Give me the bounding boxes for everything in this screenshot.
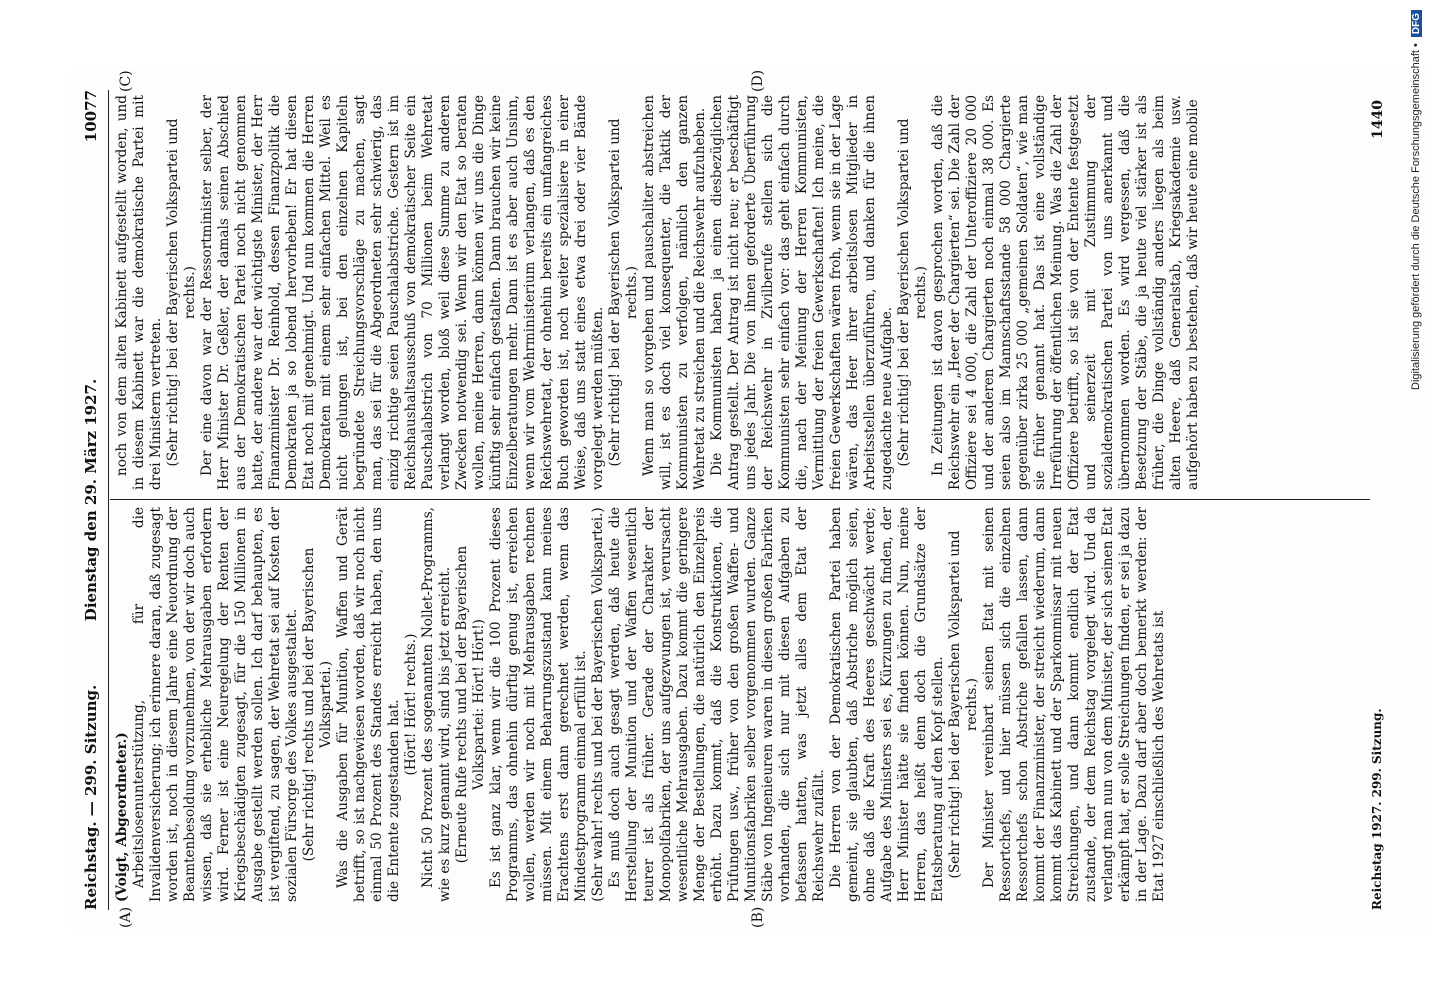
- paragraph: In Zeitungen ist davon gesprochen worden, daß die Reichswehr ein „Heer der Chargierten“ sei. Die Zahl der Offiziere sei 4 000, die Zahl der Unteroffiziere 20 000 und der anderen Chargierten noch einmal 38 000. Es seien also im Mannschaftsstande 58 000 Chargierte gegenüber zirka 25 000 „gemeinen Soldaten“, wie man sie früher genannt hat. Das ist eine vollständige Irreführung der öffentlichen Meinung. Was die Zahl der Offiziere betrifft, so ist sie von der Entente festgesetzt und seinerzeit mit Zustimmung der sozialdemokratischen Partei von uns anerkannt und übernommen worden. Es wird vergessen, daß die Besetzung der Stäbe, die ja heute viel stärker ist als früher, die Dinge vollständig anders liegen als beim alten Heere, daß Generalstab, Kriegsakademie usw. aufgehört haben zu bestehen, daß wir heute eine mobile: [930, 95, 1201, 490]
- scanned-page: [70, 70, 1430, 930]
- paragraph: Die Kommunisten haben ja einen diesbezüglichen Antrag gestellt. Der Antrag ist nicht neu; er beschäftigt uns jedes Jahr. Die von ihnen geforderte Überführung der Reichswehr in Zivilberufe stellen sich die Kommunisten sehr einfach vor: das geht einfach durch die, nach der Meinung der Herren Kommunisten, Vermittlung der freien Gewerkschaften! Ich meine, die freien Gewerkschaften wären froh, wenn sie in der Lage wären, das Heer ihrer arbeitslosen Mitglieder in Arbeitsstellen überzuführen, und danken für die ihnen zugedachte neue Aufgabe.: [709, 95, 895, 490]
- paragraph: Es muß doch auch gesagt werden, daß heute die Herstellung der Munition und der Waffen wesentlich teurer ist als früher. Gerade der Charakter der Monopolfabriken, der uns aufgezwungen ist, verursacht wesentliche Mehrausgaben. Dazu kommt die geringere Menge der Bestellungen, die natürlich den Einzelpreis erhöht. Dazu kommt, daß die Konstruktionen, die Prüfungen usw., früher von den großen Waffen- und Munitionsfabriken selber vorgenommen wurden. Ganze Stäbe von Ingenieuren waren in diesen großen Fabriken vorhanden, die sich nur mit diesen Aufgaben zu befassen hatten, was jetzt alles dem Etat der Reichswehr zufällt.: [607, 507, 827, 902]
- paragraph: Was die Ausgaben für Munition, Waffen und Gerät betrifft, so ist nachgewiesen worden, daß wir noch nicht einmal 50 Prozent des Standes erreicht haben, den uns die Entente zugestanden hat.: [335, 507, 402, 902]
- interjection: (Sehr richtig! bei der Bayerischen Volkspartei und rechts.): [896, 118, 929, 467]
- interjection: (Sehr wahr! rechts und bei der Bayerischen Volkspartei.): [590, 507, 606, 902]
- header-session: Reichstag. — 299. Sitzung.: [82, 684, 100, 910]
- digitization-credit: [1404, 10, 1428, 990]
- interjection: (Erneute Rufe rechts und bei der Bayerischen Volkspartei: Hört! Hört!): [454, 545, 487, 864]
- footer-page-number: 1440: [1370, 100, 1386, 139]
- header-rule: [108, 90, 109, 910]
- interjection: (Sehr richtig! bei der Bayerischen Volkspartei und rechts.): [947, 530, 980, 879]
- paragraph: Wenn man so vorgehen und pauschaliter abstreichen will, ist es doch viel konsequenter, die Taktik der Kommunisten zu verfolgen, nämlich den ganzen Wehretat zu streichen und die Reichswehr aufzuheben.: [641, 95, 708, 490]
- text-column-left: [114, 507, 1364, 902]
- margin-marker-d: (D): [750, 69, 766, 92]
- margin-marker-c: (C): [118, 70, 134, 92]
- interjection: (Sehr richtig! rechts und bei der Bayerischen Volkspartei.): [301, 547, 334, 862]
- dfg-logo: DFG: [1411, 10, 1422, 37]
- text-column-right: [114, 95, 1364, 490]
- paragraph: Der eine davon war der Ressortminister selber, der Herr Minister Dr. Geßler, der damals seinen Abschied aus der Demokratischen Partei noch nicht genommen hatte, der andere war der wichtigste Minister, der Herr Finanzminister Dr. Reinhold, dessen Finanzpolitik die Demokraten ja so lobend hervorheben! Er hat diesen Etat noch mit genehmigt. Und nun kommen die Herren Demokraten mit einem sehr einfachen Mittel. Weil es nicht gelungen ist, bei den einzelnen Kapiteln begründete Streichungsvorschläge zu machen, sagt man, das sei für die Abgeordneten sehr schwierig, das einzig richtige seien Pauschalabstriche. Gestern ist im Reichshaushaltsausschuß von demokratischer Seite ein Pauschalabstrich von 70 Millionen beim Wehretat verlangt worden, bloß weil diese Summe zu anderen Zwecken notwendig sei. Wenn wir den Etat so beraten wollen, meine Herren, dann können wir uns die Dinge künftig sehr einfach gestalten. Dann brauchen wir keine Einzelberatungen mehr. Dann ist es aber auch Unsinn, wenn wir vom Wehrministerium verlangen, daß es den Reichswehretat, der ohnehin bereits ein umfangreiches Buch geworden ist, noch weiter spezialisiere in einer Weise, daß uns statt eines etwa drei oder vier Bände vorgelegt werden müßten.: [199, 95, 606, 490]
- paragraph: Der Minister vereinbart seinen Etat mit seinen Ressortchefs, und hier müssen sich die einzelnen Ressortchefs schon Abstriche gefallen lassen, dann kommt der Finanzminister, der streicht wiederum, dann kommt das Kabinett und der Sparkommissar mit neuen Streichungen, und dann kommt endlich der Etat zustande, der dem Reichstag vorgelegt wird. Und da verlangt man nun von dem Minister, der sich seinen Etat erkämpft hat, er solle Streichungen finden, er sei ja dazu in der Lage. Dazu darf aber doch bemerkt werden: der Etat 1927 einschließlich des Wehretats ist: [981, 507, 1167, 902]
- digitization-text: Digitalisierung gefördert durch die Deutsche Forschungsgemeinschaft •: [1410, 43, 1422, 390]
- interjection: (Sehr richtig! bei der Bayerischen Volkspartei und rechts.): [607, 118, 640, 467]
- header-page-number: 10077: [82, 90, 100, 143]
- margin-marker-a: (A): [118, 906, 134, 928]
- paragraph: Die Herren von der Demokratischen Partei haben gemeint, sie glaubten, daß Abstriche möglich seien, ohne daß die Kraft des Heeres geschwächt werde; Aufgabe des Ministers sei es, Kürzungen zu finden, der Herr Minister hätte sie finden können. Nun, meine Herren, das heißt denn doch die Grundsätze der Etatsberatung auf den Kopf stellen.: [828, 507, 946, 902]
- interjection: (Sehr richtig! bei der Bayerischen Volkspartei und rechts.): [165, 118, 198, 467]
- margin-marker-b: (B): [750, 906, 766, 928]
- footer-reference: Reichstag 1927. 299. Sitzung.: [1370, 708, 1384, 910]
- speaker-label: (Voigt, Abgeordneter.): [114, 732, 130, 902]
- paragraph: Arbeitslosenunterstützung, für die Invalidenversicherung; ich erinnere daran, daß zugesagt worden ist, noch in diesem Jahre eine Neuordnung der Beamtenbesoldung vorzunehmen, von der wir doch auch wissen, daß sie erhebliche Mehrausgaben erfordern wird. Ferner ist eine Neuregelung der Renten der Kriegsbeschädigten zugesagt, für die 150 Millionen in Ausgabe gestellt werden sollen. Ich darf behaupten, es ist vergiftend, zu sagen, der Wehretat sei auf Kosten der sozialen Fürsorge des Volkes ausgestaltet.: [131, 507, 300, 902]
- paragraph: Es ist ganz klar, wenn wir die 100 Prozent dieses Programms, das ohnehin dürftig genug ist, erreichen wollen, werden wir noch mit Mehrausgaben rechnen müssen. Mit einem Beharrungszustand kann meines Erachtens erst dann gerechnet werden, wenn das Mindestprogramm einmal erfüllt ist.: [488, 507, 589, 902]
- page-header: [82, 90, 104, 910]
- column-divider: [110, 499, 1370, 500]
- paragraph: noch von dem alten Kabinett aufgestellt worden, und in diesem Kabinett war die demokratische Partei mit drei Ministern vertreten.: [114, 95, 164, 490]
- paragraph: Nicht 50 Prozent des sogenannten Nollet-Programms, wie es kurz genannt wird, sind bis jetzt erreicht.: [420, 507, 453, 902]
- interjection: (Hört! Hört! rechts.): [403, 633, 419, 776]
- header-date: Dienstag den 29. März 1927.: [82, 378, 100, 622]
